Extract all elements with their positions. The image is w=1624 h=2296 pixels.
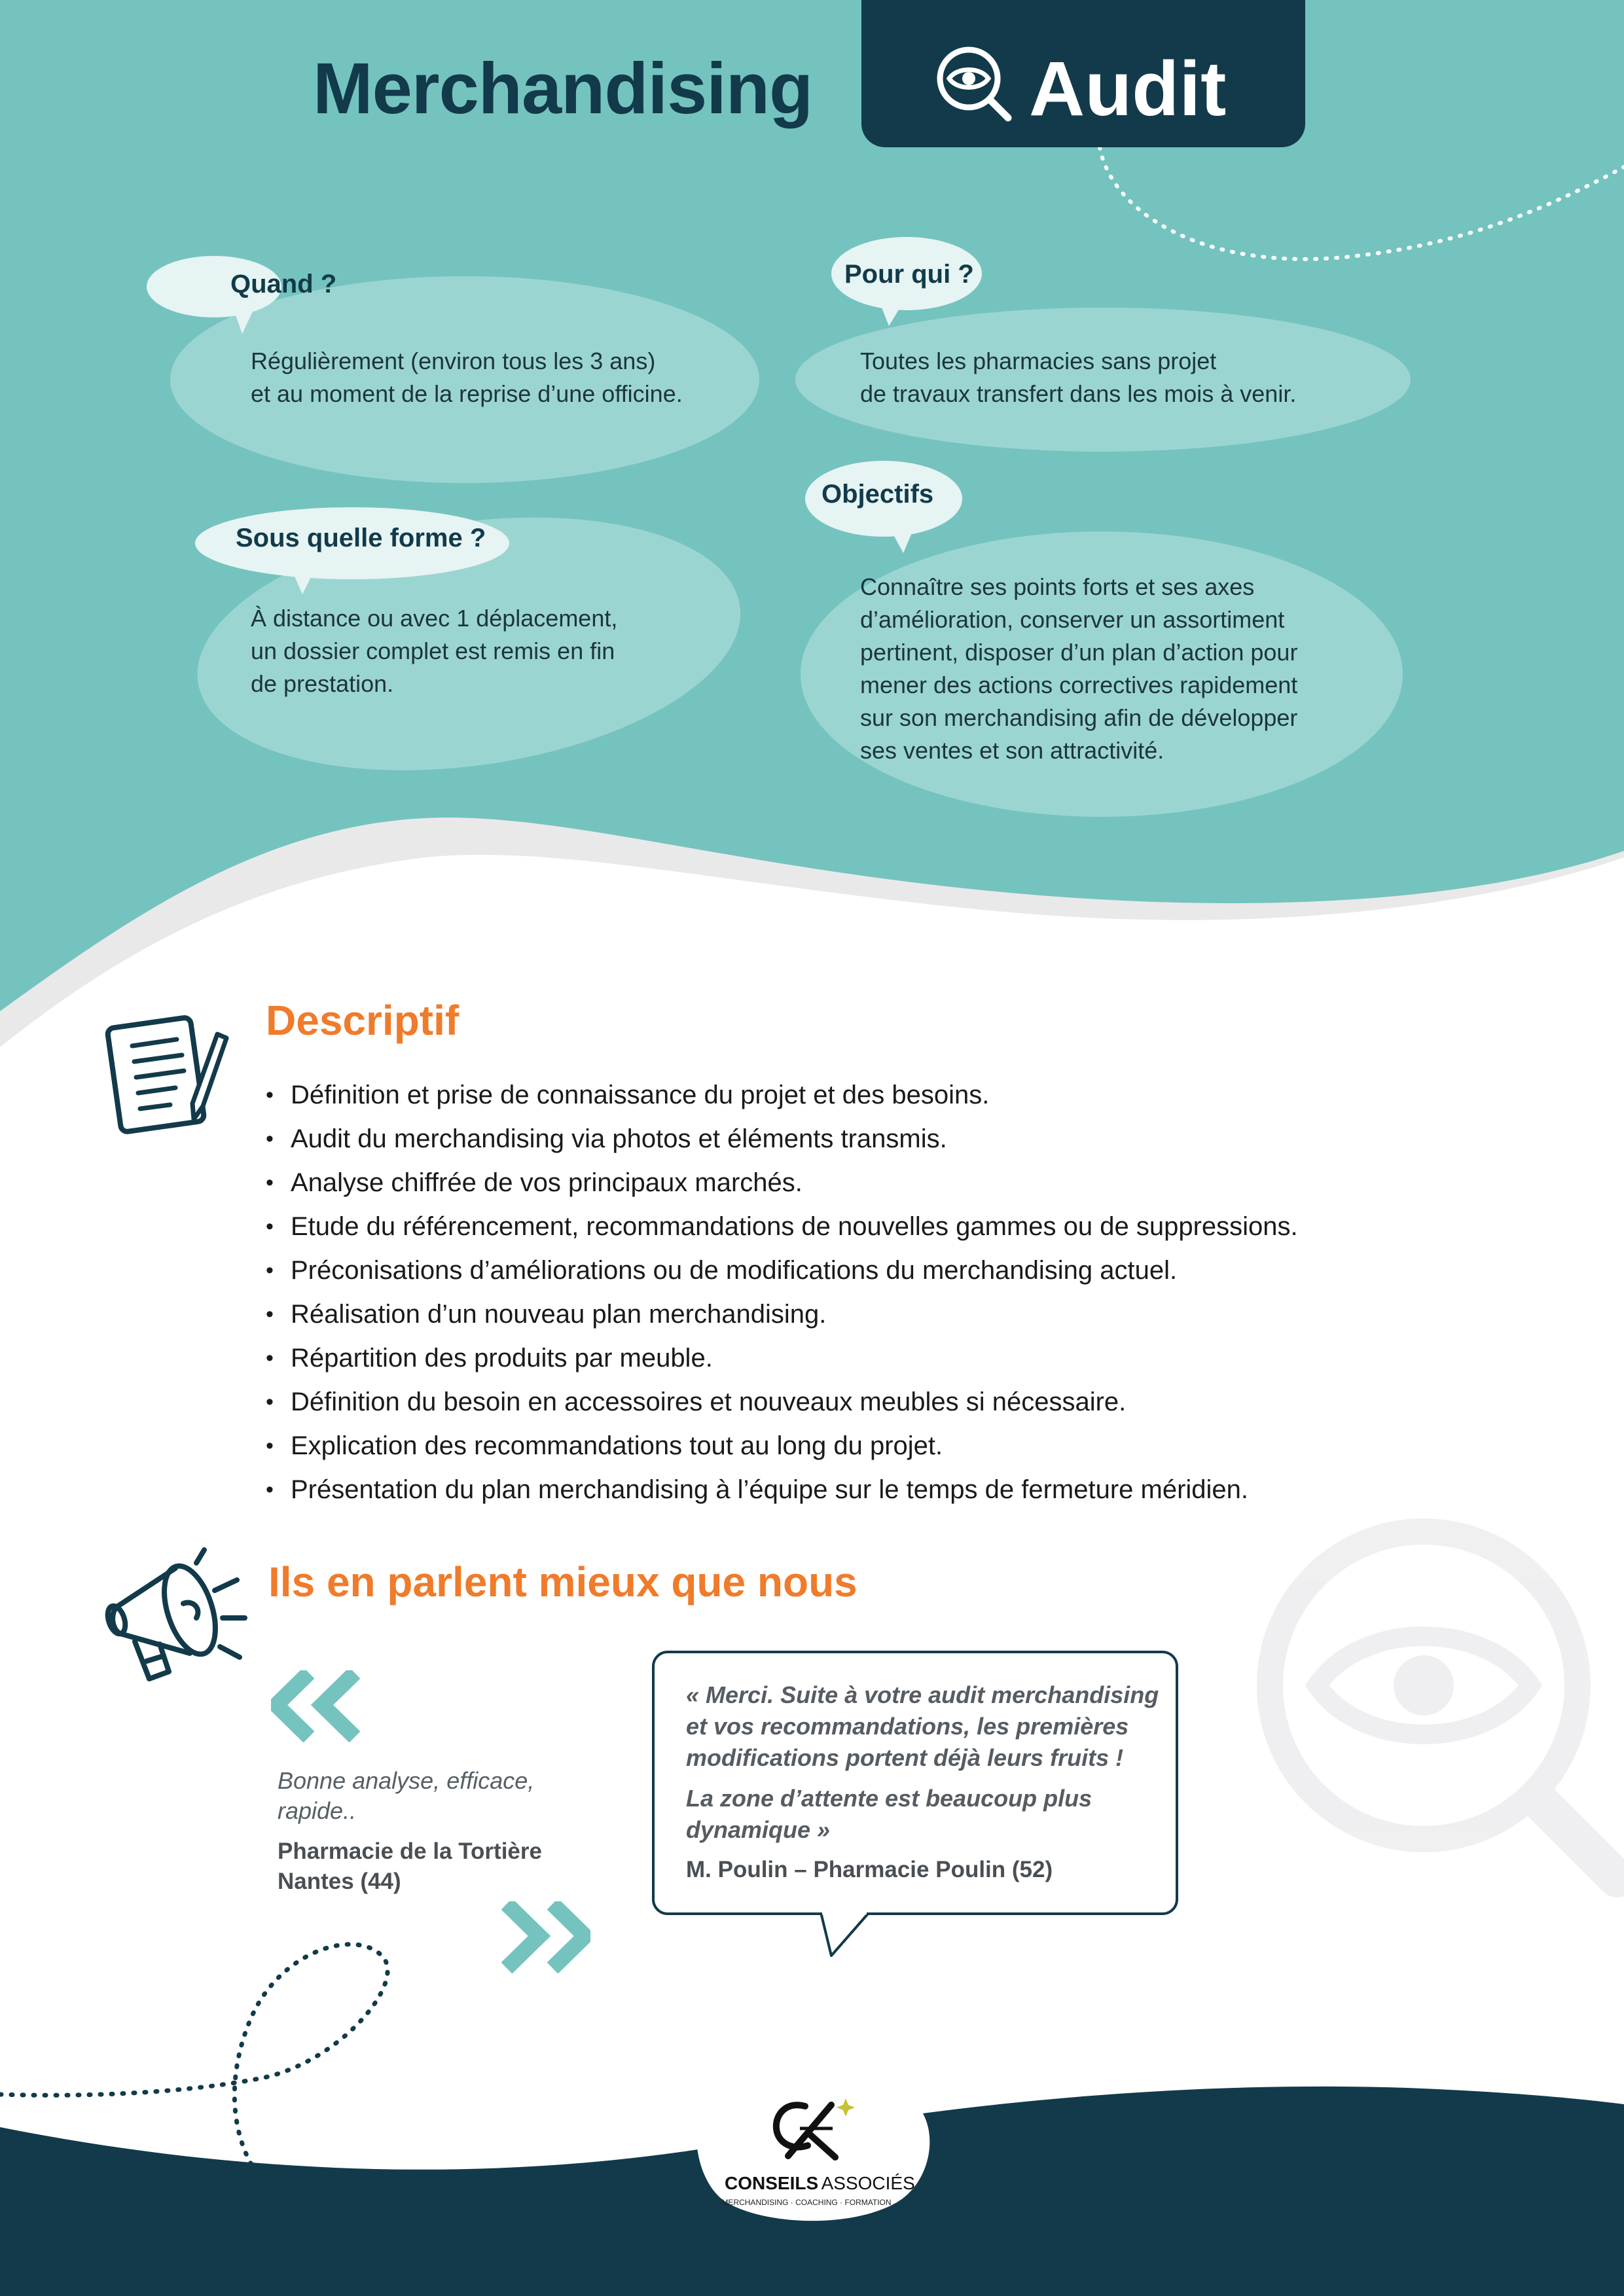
- page-title: Merchandising: [313, 48, 813, 129]
- logo-name: CONSEILS ASSOCIÉS: [725, 2173, 915, 2193]
- bubble-label-objectifs: Objectifs: [821, 480, 934, 509]
- list-item: • Analyse chiffrée de vos principaux marchés.: [266, 1161, 1509, 1205]
- bubble-text-quand: Régulièrement (environ tous les 3 ans) et au moment de la reprise d’une officine.: [251, 348, 683, 407]
- megaphone-icon: [92, 1545, 249, 1689]
- descriptif-title: Descriptif: [266, 997, 460, 1044]
- testimonial-right-quote-1: « Merci. Suite à votre audit merchandising et vos recommandations, les premières modifications portent déjà leurs fruits !: [686, 1681, 1159, 1771]
- list-item: • Etude du référencement, recommandations de nouvelles gammes ou de suppressions.: [266, 1205, 1509, 1249]
- testimonials-title: Ils en parlent mieux que nous: [268, 1558, 857, 1605]
- close-quote-icon: [492, 1901, 590, 1973]
- list-item: • Préconisations d’améliorations ou de modifications du merchandising actuel.: [266, 1249, 1509, 1293]
- list-item: • Définition et prise de connaissance du projet et des besoins.: [266, 1073, 1509, 1117]
- document-pen-icon: [105, 1008, 236, 1145]
- bubble-label-forme: Sous quelle forme ?: [236, 524, 486, 552]
- bubble-label-quand: Quand ?: [230, 270, 337, 298]
- bubble-text-pour-qui: Toutes les pharmacies sans projet de travaux transfert dans les mois à venir.: [860, 348, 1297, 407]
- list-item: • Réalisation d’un nouveau plan merchandising.: [266, 1293, 1509, 1336]
- testimonial-right-quote-2: La zone d’attente est beaucoup plus dynamique »: [686, 1785, 1092, 1843]
- list-item: • Présentation du plan merchandising à l’équipe sur le temps de fermeture méridien.: [266, 1468, 1509, 1512]
- bubble-text-forme: À distance ou avec 1 déplacement, un dossier complet est remis en fin de prestation.: [251, 605, 618, 697]
- testimonial-left-quote: Bonne analyse, efficace, rapide..: [278, 1767, 535, 1824]
- logo-mark: [754, 2094, 865, 2166]
- bubble-text-objectifs: Connaître ses points forts et ses axes d’amélioration, conserver un assortiment pertinent, disposer d’un plan d’action pour mener des actions correctives rapidement sur son merchandising afin de développer ses ventes et son attractivité.: [860, 573, 1298, 764]
- bubble-label-pour-qui: Pour qui ?: [844, 260, 974, 289]
- list-item: • Explication des recommandations tout au long du projet.: [266, 1424, 1509, 1468]
- eye-magnifier-icon: [935, 45, 1015, 124]
- title-tab-label: Audit: [1029, 46, 1227, 132]
- list-item: • Définition du besoin en accessoires et nouveaux meubles si nécessaire.: [266, 1380, 1509, 1424]
- watermark-magnifier: [1270, 1532, 1617, 1878]
- descriptif-list: [266, 1073, 1509, 1512]
- list-item: • Audit du merchandising via photos et éléments transmis.: [266, 1117, 1509, 1161]
- open-quote-icon: [271, 1670, 369, 1742]
- logo-tagline: MERCHANDISING · COACHING · FORMATION: [721, 2198, 892, 2207]
- speech-tail: [818, 1912, 877, 1960]
- testimonial-left-author: Pharmacie de la Tortière Nantes (44): [278, 1839, 542, 1894]
- testimonial-right-author: M. Poulin – Pharmacie Poulin (52): [686, 1857, 1053, 1882]
- list-item: • Répartition des produits par meuble.: [266, 1336, 1509, 1380]
